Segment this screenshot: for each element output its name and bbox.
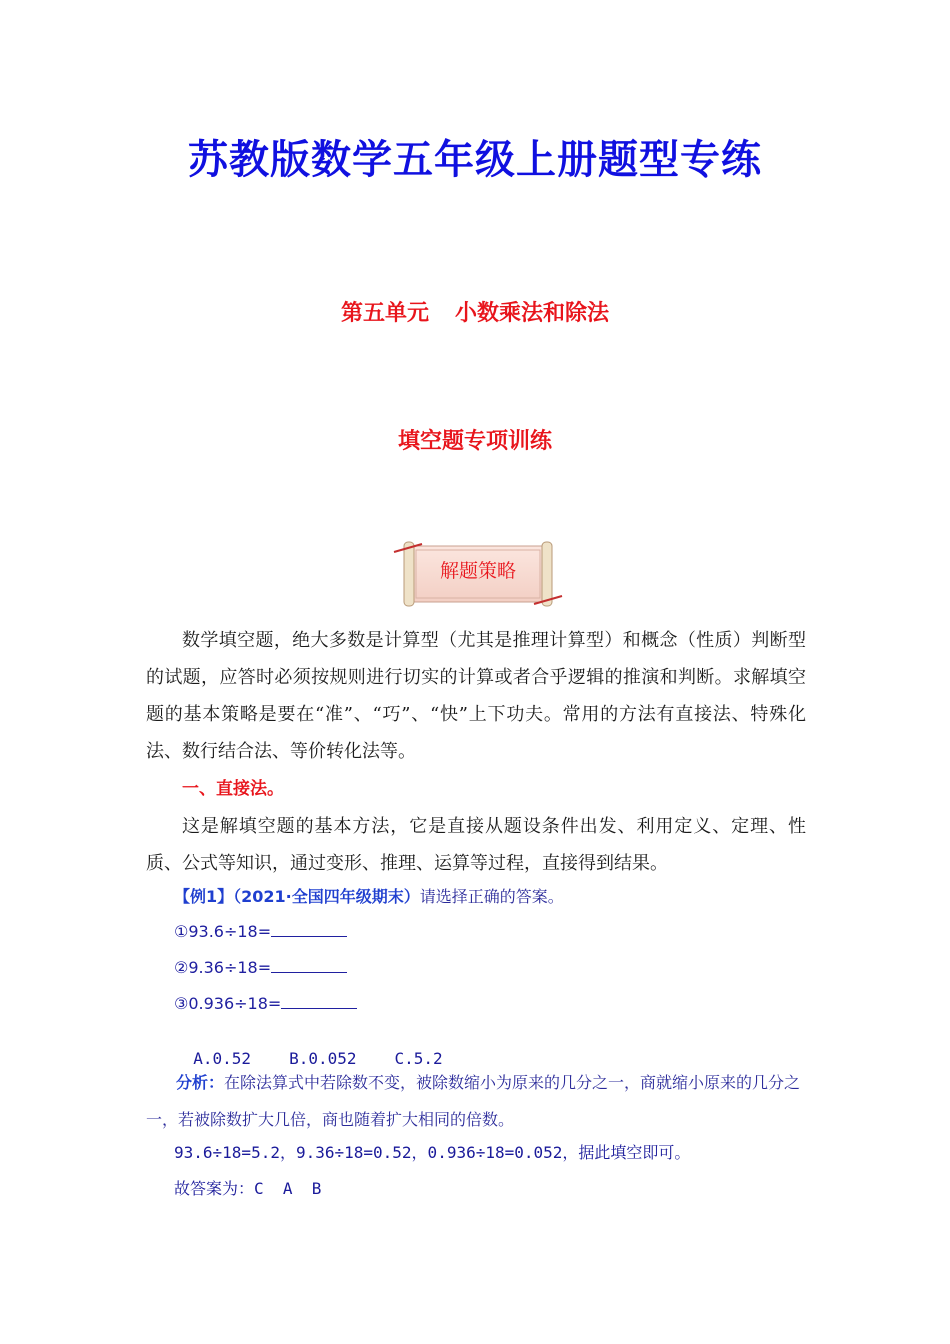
option-a: A.0.52	[193, 1049, 252, 1068]
strategy-scroll-banner	[392, 538, 564, 610]
method-description: 这是解填空题的基本方法，它是直接从题设条件出发、利用定义、定理、性质、公式等知识，通过变形、推理、运算等过程，直接得到结果。	[146, 816, 806, 874]
example-header	[174, 884, 564, 907]
question-1	[174, 922, 347, 941]
example-tag: 【例1】（2021·全国四年级期末）	[174, 887, 420, 906]
method-heading: 一、直接法。	[182, 779, 284, 799]
answer-blank	[281, 994, 357, 1009]
section-title: 填空题专项训练	[397, 429, 552, 454]
option-b: B.0.052	[289, 1049, 357, 1068]
answer-blank	[271, 958, 347, 973]
intro-paragraph: 数学填空题，绝大多数是计算型（尤其是推理计算型）和概念（性质）判断型的试题，应答时必须按规则进行切实的计算或者合乎逻辑的推演和判断。求解填空题的基本策略是要在“准”、“巧”、“快”上下功夫。常用的方法有直接法、特殊化法、数行结合法、等价转化法等。	[146, 630, 806, 762]
answer-line: 故答案为：C A B	[174, 1179, 322, 1198]
option-c: C.5.2	[394, 1049, 443, 1068]
document-title: 苏教版数学五年级上册题型专练	[188, 136, 762, 183]
question-2	[174, 958, 347, 977]
calculation-line: 93.6÷18=5.2，9.36÷18=0.52，0.936÷18=0.052，据此填空即可。	[174, 1143, 691, 1162]
unit-label: 第五单元	[340, 301, 429, 326]
scroll-label: 解题策略	[439, 560, 516, 582]
question-3	[174, 994, 357, 1013]
question-text: ①93.6÷18=	[174, 922, 272, 941]
analysis-text: 在除法算式中若除数不变，被除数缩小为原来的几分之一，商就缩小原来的几分之一，若被除数扩大几倍，商也随着扩大相同的倍数。	[146, 1073, 801, 1129]
unit-name: 小数乘法和除法	[455, 301, 610, 326]
question-text: ③0.936÷18=	[174, 994, 282, 1013]
analysis-paragraph	[146, 1064, 806, 1138]
example-prompt: 请选择正确的答案。	[419, 887, 564, 906]
answer-blank	[271, 922, 347, 937]
question-text: ②9.36÷18=	[174, 958, 272, 977]
unit-title	[0, 296, 950, 327]
analysis-label: 分析：	[176, 1073, 225, 1092]
answer-options	[174, 1030, 481, 1068]
